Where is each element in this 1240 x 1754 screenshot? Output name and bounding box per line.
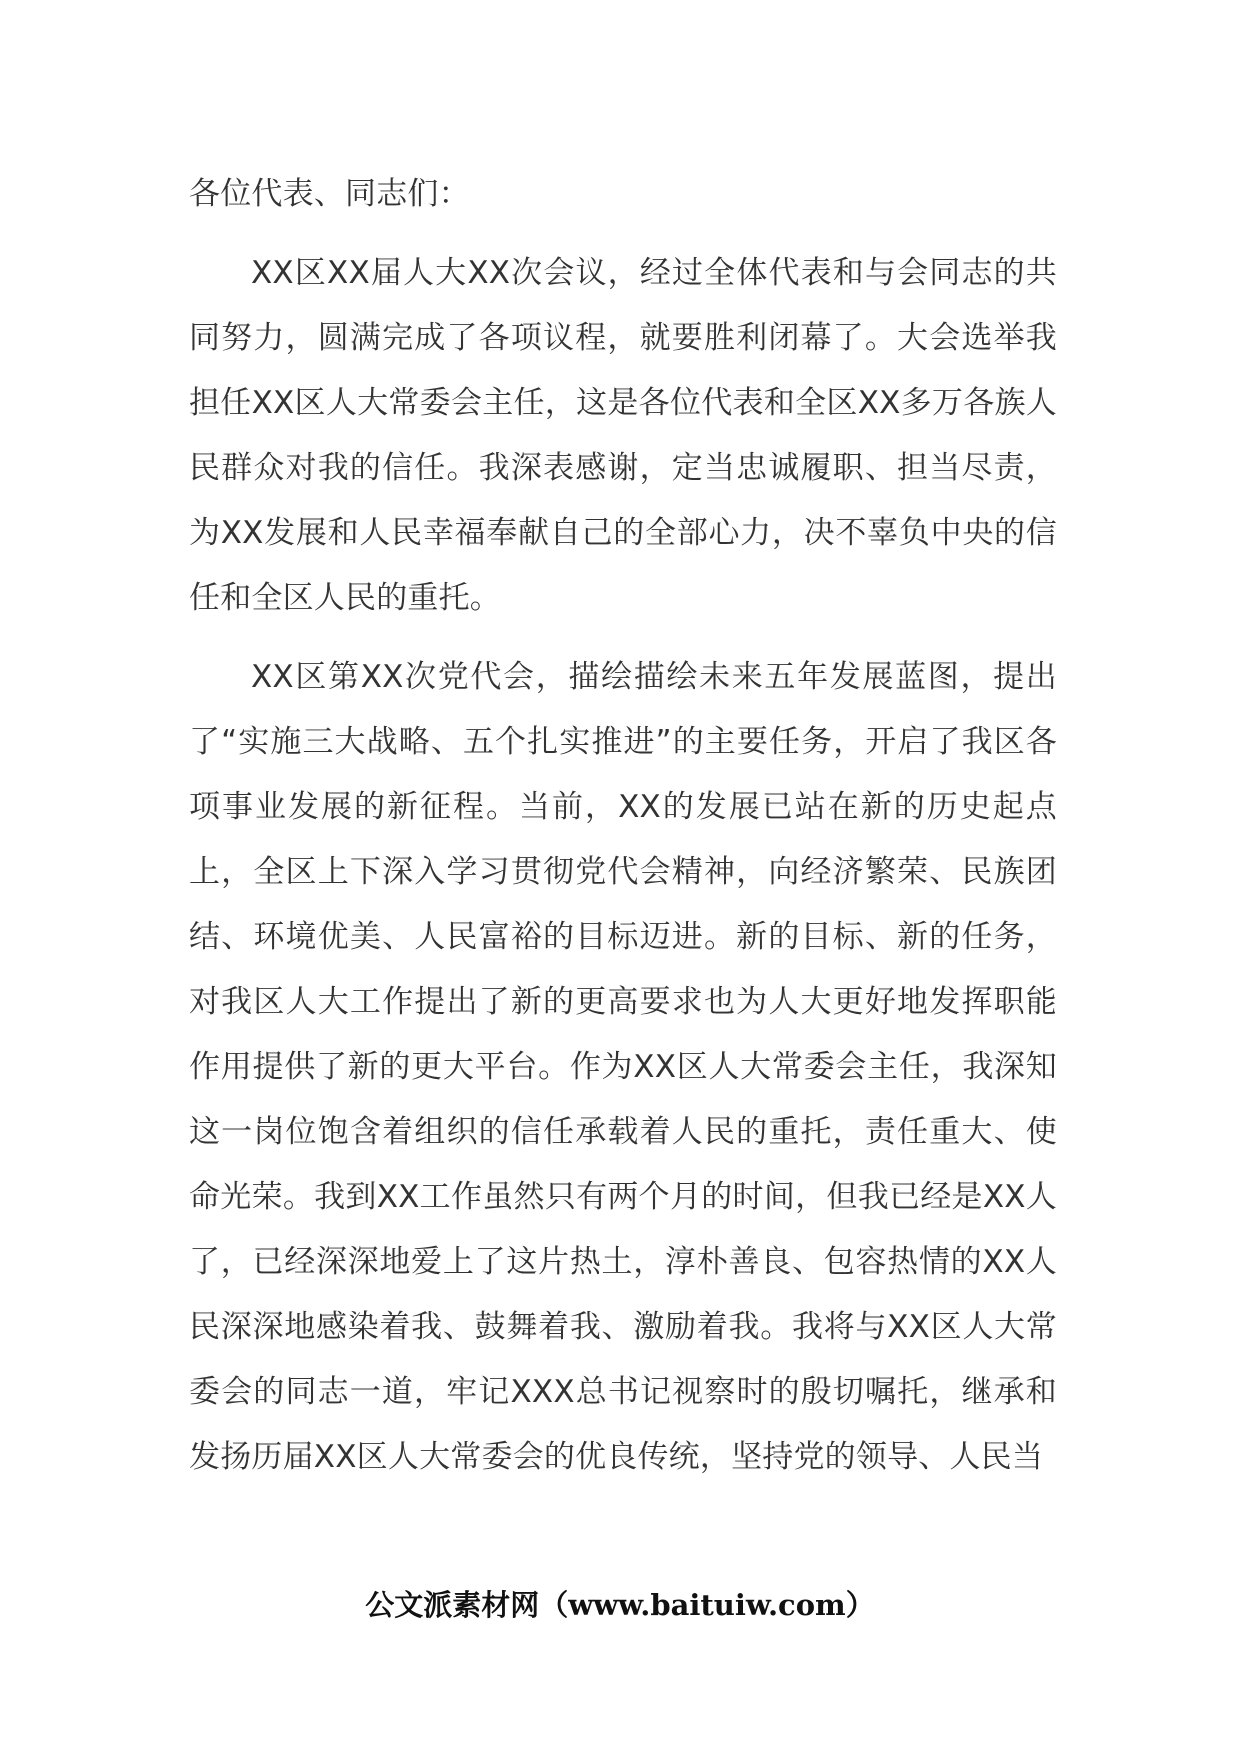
- paragraph-2: XX区第XX次党代会，描绘描绘未来五年发展蓝图，提出了“实施三大战略、五个扎实推进”的主要任务，开启了我区各项事业发展的新征程。当前，XX的发展已站在新的历史起点上，全区上下深入学习贯彻党代会精神，向经济繁荣、民族团结、环境优美、人民富裕的目标迈进。新的目标、新的任务，对我区人大工作提出了新的更高要求也为人大更好地发挥职能作用提供了新的更大平台。作为XX区人大常委会主任，我深知这一岗位饱含着组织的信任承载着人民的重托，责任重大、使命光荣。我到XX工作虽然只有两个月的时间，但我已经是XX人了，已经深深地爱上了这片热土，淳朴善良、包容热情的XX人民深深地感染着我、鼓舞着我、激励着我。我将与XX区人大常委会的同志一道，牢记XXX总书记视察时的殷切嘱托，继承和发扬历届XX区人大常委会的优良传统，坚持党的领导、人民当: [189, 659, 1057, 1475]
- document-body: [189, 162, 1057, 1490]
- salutation: 各位代表、同志们：: [189, 176, 470, 212]
- footer-watermark: 公文派素材网（www.baituiw.com）: [365, 1588, 875, 1622]
- paragraph-1: XX区XX届人大XX次会议，经过全体代表和与会同志的共同努力，圆满完成了各项议程，就要胜利闭幕了。大会选举我担任XX区人大常委会主任，这是各位代表和全区XX多万各族人民群众对我的信任。我深表感谢，定当忠诚履职、担当尽责，为XX发展和人民幸福奉献自己的全部心力，决不辜负中央的信任和全区人民的重托。: [189, 255, 1057, 616]
